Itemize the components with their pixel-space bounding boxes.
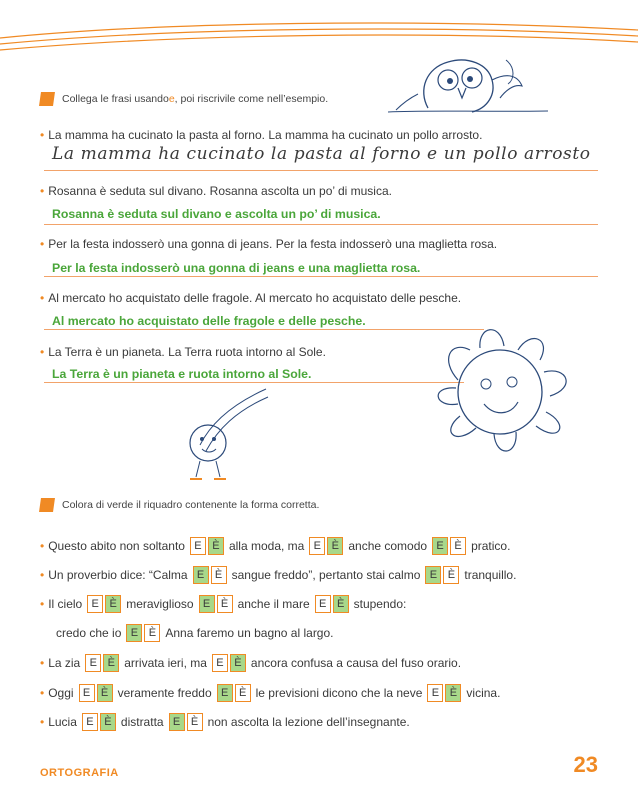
question-3: • Per la festa indosserò una gonna di jeans. Per la festa indosserò una maglietta rosa. xyxy=(40,237,498,251)
choice-e-accent-box[interactable]: È xyxy=(144,624,160,642)
answer-line-3 xyxy=(44,276,598,277)
choice-sentence-4: credo che io E È Anna faremo un bagno al largo. xyxy=(56,626,334,640)
choice-e-accent-box[interactable]: È xyxy=(443,566,459,584)
question-2: • Rosanna è seduta sul divano. Rosanna ascolta un po’ di musica. xyxy=(40,184,392,198)
question-1: • La mamma ha cucinato la pasta al forno. La mamma ha cucinato un pollo arrosto. xyxy=(40,128,483,142)
choice-e-box[interactable]: E xyxy=(190,537,206,555)
question-5: • La Terra è un pianeta. La Terra ruota intorno al Sole. xyxy=(40,345,326,359)
choice-e-accent-box[interactable]: È xyxy=(100,713,116,731)
choice-e-accent-box[interactable]: È xyxy=(97,684,113,702)
choice-e-accent-box[interactable]: È xyxy=(327,537,343,555)
choice-e-box[interactable]: E xyxy=(82,713,98,731)
choice-e-accent-box[interactable]: È xyxy=(333,595,349,613)
choice-e-box[interactable]: E xyxy=(169,713,185,731)
instruction-1: Collega le frasi usando e , poi riscrivile come nell’esempio. xyxy=(40,92,328,106)
answer-5: La Terra è un pianeta e ruota intorno al Sole. xyxy=(52,367,312,381)
sun-illustration xyxy=(400,320,600,460)
instruction-2: Colora di verde il riquadro contenente la forma corretta. xyxy=(40,498,319,512)
answer-4: Al mercato ho acquistato delle fragole e delle pesche. xyxy=(52,314,366,328)
choice-e-accent-box[interactable]: È xyxy=(187,713,203,731)
choice-e-box[interactable]: E xyxy=(126,624,142,642)
owl-illustration xyxy=(388,50,578,125)
choice-e-accent-box[interactable]: È xyxy=(217,595,233,613)
question-4: • Al mercato ho acquistato delle fragole. Al mercato ho acquistato delle pesche. xyxy=(40,291,462,305)
choice-e-accent-box[interactable]: È xyxy=(211,566,227,584)
choice-e-box[interactable]: E xyxy=(79,684,95,702)
choice-sentence-5: • La zia E È arrivata ieri, ma E È ancora confusa a causa del fuso orario. xyxy=(40,656,462,670)
choice-e-accent-box[interactable]: È xyxy=(450,537,466,555)
choice-sentence-1: • Questo abito non soltanto E È alla moda, ma E È anche comodo E È pratico. xyxy=(40,539,511,553)
choice-e-box[interactable]: E xyxy=(87,595,103,613)
choice-e-box[interactable]: E xyxy=(212,654,228,672)
choice-e-box[interactable]: E xyxy=(199,595,215,613)
answer-3: Per la festa indosserò una gonna di jeans e una maglietta rosa. xyxy=(52,261,421,275)
choice-sentence-7: • Lucia E È distratta E È non ascolta la lezione dell’insegnante. xyxy=(40,715,410,729)
choice-e-box[interactable]: E xyxy=(315,595,331,613)
choice-e-box[interactable]: E xyxy=(432,537,448,555)
choice-e-accent-box[interactable]: È xyxy=(235,684,251,702)
choice-e-accent-box[interactable]: È xyxy=(208,537,224,555)
choice-sentence-2: • Un proverbio dice: “Calma E È sangue freddo”, pertanto stai calmo E È tranquillo. xyxy=(40,568,517,582)
answer-line-1 xyxy=(44,170,598,171)
section-label: ORTOGRAFIA xyxy=(40,767,119,779)
choice-sentence-6: • Oggi E È veramente freddo E È le previsioni dicono che la neve E È vicina. xyxy=(40,686,501,700)
choice-e-accent-box[interactable]: È xyxy=(105,595,121,613)
choice-e-box[interactable]: E xyxy=(427,684,443,702)
answer-line-2 xyxy=(44,224,598,225)
page-number: 23 xyxy=(573,752,598,777)
choice-e-box[interactable]: E xyxy=(425,566,441,584)
choice-e-accent-box[interactable]: È xyxy=(230,654,246,672)
answer-1: La mamma ha cucinato la pasta al forno e un pollo arrosto xyxy=(52,144,591,164)
answer-2: Rosanna è seduta sul divano e ascolta un po’ di musica. xyxy=(52,207,381,221)
orange-square-icon xyxy=(39,498,55,512)
choice-sentence-3: • Il cielo E È meraviglioso E È anche il mare E È stupendo: xyxy=(40,597,407,611)
earth-character-illustration xyxy=(170,385,270,490)
choice-e-box[interactable]: E xyxy=(309,537,325,555)
choice-e-accent-box[interactable]: È xyxy=(445,684,461,702)
orange-square-icon xyxy=(39,92,55,106)
choice-e-box[interactable]: E xyxy=(193,566,209,584)
choice-e-box[interactable]: E xyxy=(217,684,233,702)
choice-e-box[interactable]: E xyxy=(85,654,101,672)
choice-e-accent-box[interactable]: È xyxy=(103,654,119,672)
